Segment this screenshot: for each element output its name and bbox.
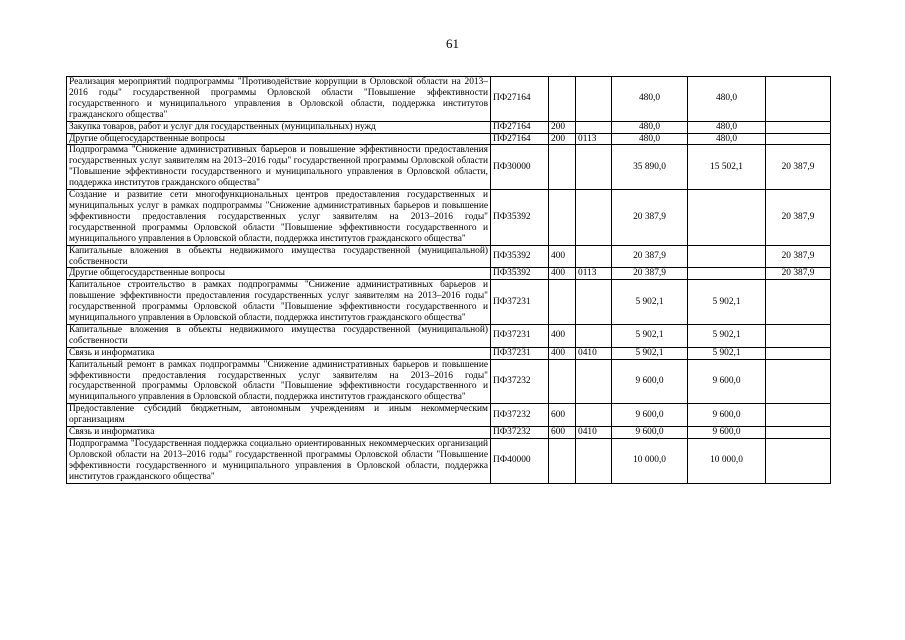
expense-type-code: 400 [549,245,576,268]
table-row [67,190,831,246]
target-article-code: ПФ37231 [491,280,549,325]
table-row [67,121,831,133]
amount-total: 9 600,0 [612,404,688,427]
expense-type-code: 600 [549,427,576,439]
table-row [67,133,831,145]
table-row [67,404,831,427]
budget-table-body [67,77,831,484]
amount-total: 20 387,9 [612,245,688,268]
amount-column-2 [766,359,831,404]
row-description: Связь и информатика [67,347,491,359]
amount-column-1: 480,0 [688,133,766,145]
expense-type-code [549,190,576,246]
budget-table [66,76,831,484]
section-code: 0410 [576,347,612,359]
amount-column-1 [688,245,766,268]
target-article-code: ПФ37232 [491,404,549,427]
expense-type-code [549,439,576,484]
target-article-code: ПФ27164 [491,121,549,133]
target-article-code: ПФ30000 [491,145,549,190]
amount-column-1: 10 000,0 [688,439,766,484]
amount-column-1 [688,190,766,246]
amount-column-2: 20 387,9 [766,145,831,190]
target-article-code: ПФ35392 [491,245,549,268]
amount-column-2 [766,347,831,359]
section-code [576,190,612,246]
row-description: Другие общегосударственные вопросы [67,133,491,145]
section-code [576,145,612,190]
amount-total: 480,0 [612,77,688,122]
section-code: 0113 [576,133,612,145]
amount-column-1 [688,268,766,280]
table-row [67,268,831,280]
table-row [67,245,831,268]
row-description: Другие общегосударственные вопросы [67,268,491,280]
amount-column-1: 9 600,0 [688,359,766,404]
amount-column-2: 20 387,9 [766,268,831,280]
section-code [576,359,612,404]
amount-column-1: 480,0 [688,77,766,122]
section-code: 0410 [576,427,612,439]
row-description: Капитальное строительство в рамках подпрограммы "Снижение административных барьеров и повышение эффективности предоставления государственных услуг заявителям на 2013–2016 годы" государственной программы Орловской области "Повышение эффективности государственного и муниципального управления в Орловской области, поддержка институтов гражданского общества" [67,280,491,325]
amount-column-1: 5 902,1 [688,280,766,325]
table-row [67,280,831,325]
section-code [576,77,612,122]
amount-column-2 [766,439,831,484]
row-description: Создание и развитие сети многофункциональных центров предоставления государственных и муниципальных услуг в рамках подпрограммы "Снижение административных барьеров и повышение эффективности предоставления государственных услуг заявителям на 2013–2016 годы" государственной программы Орловской области "Повышение эффективности государственного и муниципального управления в Орловской области, поддержка институтов гражданского общества" [67,190,491,246]
row-description: Подпрограмма "Снижение административных барьеров и повышение эффективности предоставления государственных услуг заявителям на 2013–2016 годы" государственной программы Орловской области "Повышение эффективности государственного и муниципального управления в Орловской области, поддержка институтов гражданского общества" [67,145,491,190]
expense-type-code: 400 [549,324,576,347]
amount-column-2 [766,121,831,133]
amount-column-2: 20 387,9 [766,190,831,246]
table-row [67,77,831,122]
expense-type-code [549,77,576,122]
table-row [67,439,831,484]
amount-column-1: 480,0 [688,121,766,133]
amount-total: 5 902,1 [612,324,688,347]
target-article-code: ПФ27164 [491,133,549,145]
amount-total: 20 387,9 [612,190,688,246]
amount-total: 5 902,1 [612,280,688,325]
amount-total: 480,0 [612,133,688,145]
section-code [576,245,612,268]
row-description: Капитальные вложения в объекты недвижимого имущества государственной (муниципальной) собственности [67,324,491,347]
amount-total: 480,0 [612,121,688,133]
section-code [576,324,612,347]
expense-type-code [549,359,576,404]
amount-column-2 [766,324,831,347]
row-description: Закупка товаров, работ и услуг для государственных (муниципальных) нужд [67,121,491,133]
table-row [67,347,831,359]
row-description: Реализация мероприятий подпрограммы "Противодействие коррупции в Орловской области на 2013–2016 годы" государственной программы Орловской области "Повышение эффективности государственного и муниципального управления в Орловской области, поддержка институтов гражданского общества" [67,77,491,122]
target-article-code: ПФ37231 [491,324,549,347]
amount-column-1: 5 902,1 [688,347,766,359]
row-description: Предоставление субсидий бюджетным, автономным учреждениям и иным некоммерческим организациям [67,404,491,427]
target-article-code: ПФ40000 [491,439,549,484]
amount-total: 9 600,0 [612,427,688,439]
amount-column-1: 9 600,0 [688,427,766,439]
target-article-code: ПФ35392 [491,268,549,280]
table-row [67,359,831,404]
row-description: Подпрограмма "Государственная поддержка социально ориентированных некоммерческих организаций Орловской области на 2013–2016 годы" государственной программы Орловской области "Повышение эффективности государственного и муниципального управления в Орловской области, поддержка институтов гражданского общества" [67,439,491,484]
target-article-code: ПФ35392 [491,190,549,246]
amount-column-2 [766,77,831,122]
table-row [67,324,831,347]
expense-type-code: 600 [549,404,576,427]
expense-type-code: 400 [549,347,576,359]
amount-total: 5 902,1 [612,347,688,359]
target-article-code: ПФ37232 [491,359,549,404]
expense-type-code [549,280,576,325]
row-description: Капитальный ремонт в рамках подпрограммы "Снижение административных барьеров и повышение эффективности предоставления государственных услуг заявителям на 2013–2016 годы" государственной программы Орловской области "Повышение эффективности государственного и муниципального управления в Орловской области, поддержка институтов гражданского общества" [67,359,491,404]
amount-column-2: 20 387,9 [766,245,831,268]
expense-type-code: 200 [549,133,576,145]
page-number: 61 [446,36,459,51]
target-article-code: ПФ37232 [491,427,549,439]
expense-type-code: 400 [549,268,576,280]
section-code [576,404,612,427]
table-row [67,427,831,439]
row-description: Капитальные вложения в объекты недвижимого имущества государственной (муниципальной) собственности [67,245,491,268]
target-article-code: ПФ37231 [491,347,549,359]
amount-total: 20 387,9 [612,268,688,280]
section-code: 0113 [576,268,612,280]
amount-column-2 [766,133,831,145]
table-row [67,145,831,190]
amount-total: 35 890,0 [612,145,688,190]
expense-type-code [549,145,576,190]
section-code [576,280,612,325]
amount-column-2 [766,280,831,325]
expense-type-code: 200 [549,121,576,133]
section-code [576,121,612,133]
amount-total: 9 600,0 [612,359,688,404]
amount-column-1: 15 502,1 [688,145,766,190]
amount-total: 10 000,0 [612,439,688,484]
row-description: Связь и информатика [67,427,491,439]
section-code [576,439,612,484]
amount-column-1: 5 902,1 [688,324,766,347]
amount-column-2 [766,427,831,439]
amount-column-2 [766,404,831,427]
target-article-code: ПФ27164 [491,77,549,122]
amount-column-1: 9 600,0 [688,404,766,427]
